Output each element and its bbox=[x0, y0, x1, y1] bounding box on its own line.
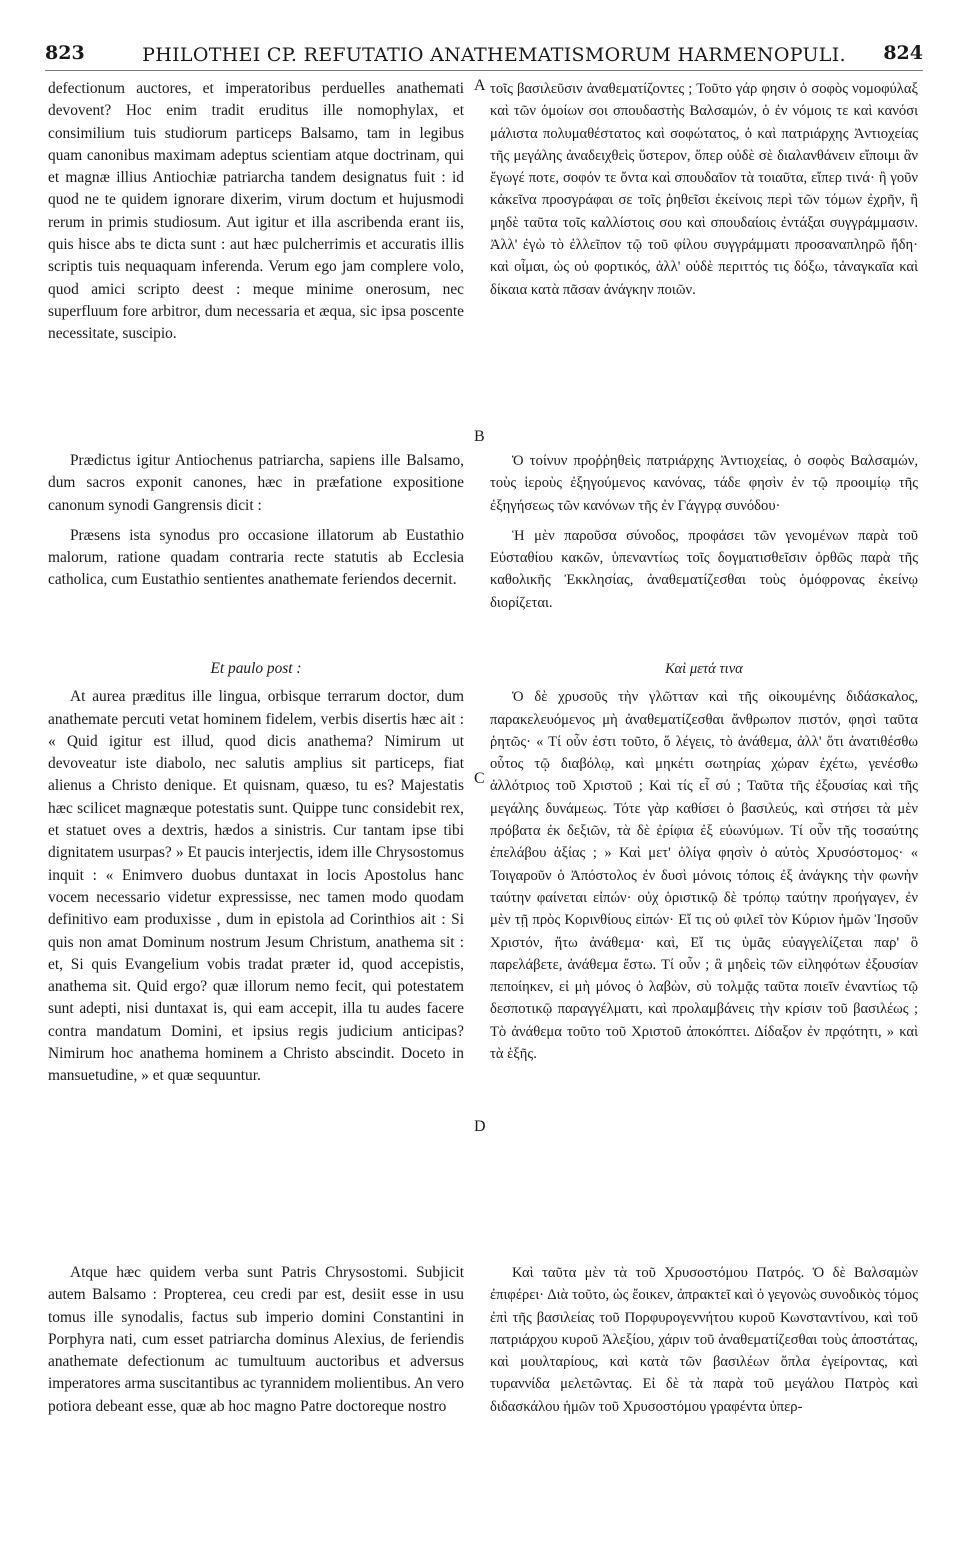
latin-paragraph-1: defectionum auctores, et imperatoribus perduelles anathemati devovent? Hoc enim tradit eruditus ille nomophylax, et consimilium tuis studiorum particeps Balsamo, tam in legibus quam canonibus maximam adeptus scientiam atque doctrinam, qui et magnæ illius Antiochiæ patriarcha tandem designatus fuit : id quod ne te quidem ignorare dixerim, virum doctum et hujusmodi rerum in primis studiosum. Aut igitur et illa ascribenda erant iis, quis hisce abs te dicta sunt : aut hæc pulcherrimis et accuratis illis scriptis tuis nequaquam inferenda. Verum ego jam complere volo, quod amici scripto deest : meque minime onerosum, nec superfluum fore arbitror, dum necessaria et æqua, sic ipsa poscente necessitate, suscipio. bbox=[48, 80, 464, 343]
running-title: PHILOTHEI CP. REFUTATIO ANATHEMATISMORUM HARMENOPULI. bbox=[142, 44, 846, 66]
latin-paragraph-3: Præsens ista synodus pro occasione illatorum ab Eustathio malorum, ratione quadam contraria recte statutis ab Ecclesia catholica, cum Eustathio sentientes anathemate feriendos decernit. bbox=[48, 526, 464, 589]
greek-paragraph-3: Ἡ μὲν παροῦσα σύνοδος, προφάσει τῶν γενομένων παρὰ τοῦ Εὐσταθίου κακῶν, ὑπεναντίως τοῖς δογματισθεῖσιν ὀρθῶς παρὰ τῆς καθολικῆς Ἐκκλησίας, ἀναθεματίζεσθαι τοὺς ὁμόφρονας ἐκείνῳ διορίζεται. bbox=[490, 527, 918, 611]
running-header bbox=[45, 40, 923, 71]
greek-column-c bbox=[490, 652, 918, 1065]
latin-column-d bbox=[48, 1262, 464, 1418]
greek-column bbox=[490, 78, 918, 301]
section-marker-a: A bbox=[474, 77, 486, 94]
greek-paragraph-4: Ὁ δὲ χρυσοῦς τὴν γλῶτταν καὶ τῆς οἰκουμένης διδάσκαλος, παρακελευόμενος μὴ ἀναθεματίζεσθαι ἄνθρωπον πιστόν, φησὶ ταῦτα ῥητῶς· « Τί οὖν ἐστι τοῦτο, ὅ λέγεις, τὸ ἀνάθεμα, ἀλλ' ὅτι ἀνατιθέσθω οὗτος τῷ διαβόλῳ, καὶ μηκέτι σωτηρίας χώραν ἐχέτω, γενέσθω ἀλλότριος τοῦ Χριστοῦ ; Καὶ τίς εἶ σύ ; Ταῦτα τῆς ἐξουσίας καὶ τῆς μεγάλης δυνάμεως. Τότε γὰρ καθίσει ὁ βασιλεύς, καὶ στήσει τὰ μὲν πρόβατα ἐκ δεξιῶν, τὰ δὲ ἐρίφια ἐξ εὐωνύμων. Τί οὖν τῆς τοσαύτης ἐπελάβου ἀξίας ; » Καὶ μετ' ὀλίγα φησὶν ὁ αὐτὸς Χρυσόστομος· « Τοιγαροῦν ὁ Ἀπόστολος ἐν δυσὶ μόνοις τόποις ἐξ ἀνάγκης τὴν φωνὴν ταύτην φαίνεται εἰπών· οὐχ ὁριστικῷ δὲ τρόπῳ ταύτην προήγαγεν, ἐν μὲν τῇ πρὸς Κορινθίους εἰπών· Εἴ τις οὐ φιλεῖ τὸν Κύριον ἡμῶν Ἰησοῦν Χριστόν, ἤτω ἀνάθεμα· καὶ, Εἴ τις ὑμᾶς εὐαγγελίζεται παρ' ὃ παρελάβετε, ἀνάθεμα ἔστω. Τί οὖν ; ἃ μηδεὶς τῶν εἰληφότων ἐξουσίαν πεποίηκεν, εἰ μὴ μόνος ὁ λαβὼν, σὺ τολμᾷς ταῦτα ποιεῖν ἐναντίως τῷ δεσποτικῷ παραγγέλματι, καὶ προλαμβάνεις τὴν κρίσιν τοῦ βασιλέως ; Τὸ ἀνάθεμα τοῦτο τοῦ Χριστοῦ ἀποκόπτει. Δίδαξον ἐν πρᾳότητι, » καὶ τὰ ἑξῆς. bbox=[490, 689, 918, 1063]
greek-paragraph-2: Ὁ τοίνυν προῤῥηθεὶς πατριάρχης Ἀντιοχείας, ὁ σοφὸς Βαλσαμών, τοὺς ἱεροὺς ἐξηγούμενος κανόνας, τάδε φησὶν ἐν τῷ προοιμίῳ τῆς ἐξηγήσεως τῶν κανόνων τῆς ἐν Γάγγρᾳ συνόδου· bbox=[490, 453, 918, 514]
page-number-right: 824 bbox=[883, 42, 923, 64]
latin-column-c bbox=[48, 652, 464, 1088]
latin-paragraph-5: Atque hæc quidem verba sunt Patris Chrysostomi. Subjicit autem Balsamo : Propterea, ceu credi par est, desiit esse in usu tomus ille synodalis, factus sub imperio domini Constantini in Porphyra nati, cum esset patriarcha dominus Alexius, de feriendis anathemate defectionum ac tumultuum auctoribus et adversus imperatores arma suscitantibus ac tyrannidem molientibus. An vero potiora debeant esse, quæ ab hoc magno Patre doctoreque nostro bbox=[48, 1264, 464, 1415]
latin-subheading: Et paulo post : bbox=[210, 660, 302, 677]
latin-column bbox=[48, 78, 464, 346]
latin-paragraph-4: At aurea præditus ille lingua, orbisque terrarum doctor, dum anathemate percuti vetat hominem fidelem, verbis disertis hæc ait : « Quid igitur est illud, quod dicis anathema? Nimirum ut devoveatur iste diabolo, nec salutis amplius sit particeps, fiat alienus a Christo denique. Et quisnam, quæso, tu es? Majestatis hæc scilicet magnæque potestatis sunt. Quippe tunc considebit rex, et statuet oves a dextris, hædos a sinistris. Cur tantam ipse tibi dignitatem usurpas? » Et paucis interjectis, idem ille Chrysostomus inquit : « Enimvero duobus duntaxat in locis Apostolus hanc vocem necessario videtur expressisse, nec tamen modo quodam definitivo eam produxisse , dum in epistola ad Corinthios ait : Si quis non amat Dominum nostrum Jesum Christum, anathema sit : et, Si quis Evangelium vobis tradat præter id, quod accepistis, anathema sit. Quid ergo? quæ illorum nemo fecit, qui potestatem sunt adepti, nisi duntaxat is, qui eam accepit, illa tu audes facere contra mandatum Domini, et ipsius regis judicium anticipas? Nimirum hoc anathema hominem a Christo abscindit. Doceto in mansuetudine, » et quæ sequuntur. bbox=[48, 688, 464, 1085]
page-number-left: 823 bbox=[45, 42, 85, 64]
greek-subheading: Καὶ μετά τινα bbox=[665, 661, 743, 677]
latin-paragraph-2: Prædictus igitur Antiochenus patriarcha, sapiens ille Balsamo, dum sacros exponit canones, hæc in præfatione expositione canonum synodi Gangrensis dicit : bbox=[48, 452, 464, 514]
section-marker-d: D bbox=[474, 1118, 486, 1135]
section-marker-b: B bbox=[474, 428, 485, 445]
greek-paragraph-1: τοῖς βασιλεῦσιν ἀναθεματίζοντες ; Τοῦτο γάρ φησιν ὁ σοφὸς νομοφύλαξ καὶ τῶν ὁμοίων σοι σπουδαστὴς Βαλσαμών, ὁ ἐν νόμοις τε καὶ κανόσι μάλιστα πολυμαθέστατος καὶ σοφώτατος, ὁ καὶ πατριάρχης Ἀντιοχείας τῆς μεγάλης ἀναδειχθεὶς ὕστερον, ὅπερ οὐδὲ σὲ διαλανθάνειν εἴποιμι ἂν ἔγωγέ ποτε, σοφόν τε ὄντα καὶ σπουδαῖον τὰ τοιαῦτα, εἴπερ τινά· ἢ γοῦν κἀκεῖνα προσγράφαι σε τοῖς ῥηθεῖσι ἐκείνοις περὶ τῶν τόμων ἐχρῆν, ἢ μηδὲ ταῦτα τοῖς καλλίστοις σου καὶ σπουδαίοις ἐντάξαι συγγράμμασιν. Ἀλλ' ἐγὼ τὸ ἐλλεῖπον τῷ τοῦ φίλου συγγράμματι προσαναπληρῶ ἤδη· καὶ οἶμαι, ὡς οὐ φορτικός, ἀλλ' οὐδὲ περιττός τις δόξω, τἀναγκαῖα καὶ δίκαια κατὰ πᾶσαν ἀνάγκην ποιῶν. bbox=[490, 81, 918, 298]
latin-column-b bbox=[48, 450, 464, 592]
section-marker-c: C bbox=[474, 770, 485, 787]
greek-column-d bbox=[490, 1262, 918, 1418]
greek-column-b bbox=[490, 450, 918, 614]
greek-paragraph-5: Καὶ ταῦτα μὲν τὰ τοῦ Χρυσοστόμου Πατρός. Ὁ δὲ Βαλσαμὼν ἐπιφέρει· Διὰ τοῦτο, ὡς ἔοικεν, ἀπρακτεῖ καὶ ὁ γεγονὼς συνοδικὸς τόμος ἐπὶ τῆς βασιλείας τοῦ Πορφυρογεννήτου κυροῦ Κωνσταντίνου, καὶ τοῦ πατριάρχου κυροῦ Ἀλεξίου, χάριν τοῦ ἀναθεματίζεσθαι τοὺς ἀποστάτας, καὶ μουλταρίους, καὶ κατὰ τῶν βασιλέων ὅπλα ἐγείροντας, καὶ τυραννίδα μελετῶντας. Εἰ δὲ τὰ παρὰ τοῦ μεγάλου Πατρὸς καὶ διδασκάλου ἡμῶν τοῦ Χρυσοστόμου γραφέντα ὑπερ- bbox=[490, 1265, 918, 1415]
